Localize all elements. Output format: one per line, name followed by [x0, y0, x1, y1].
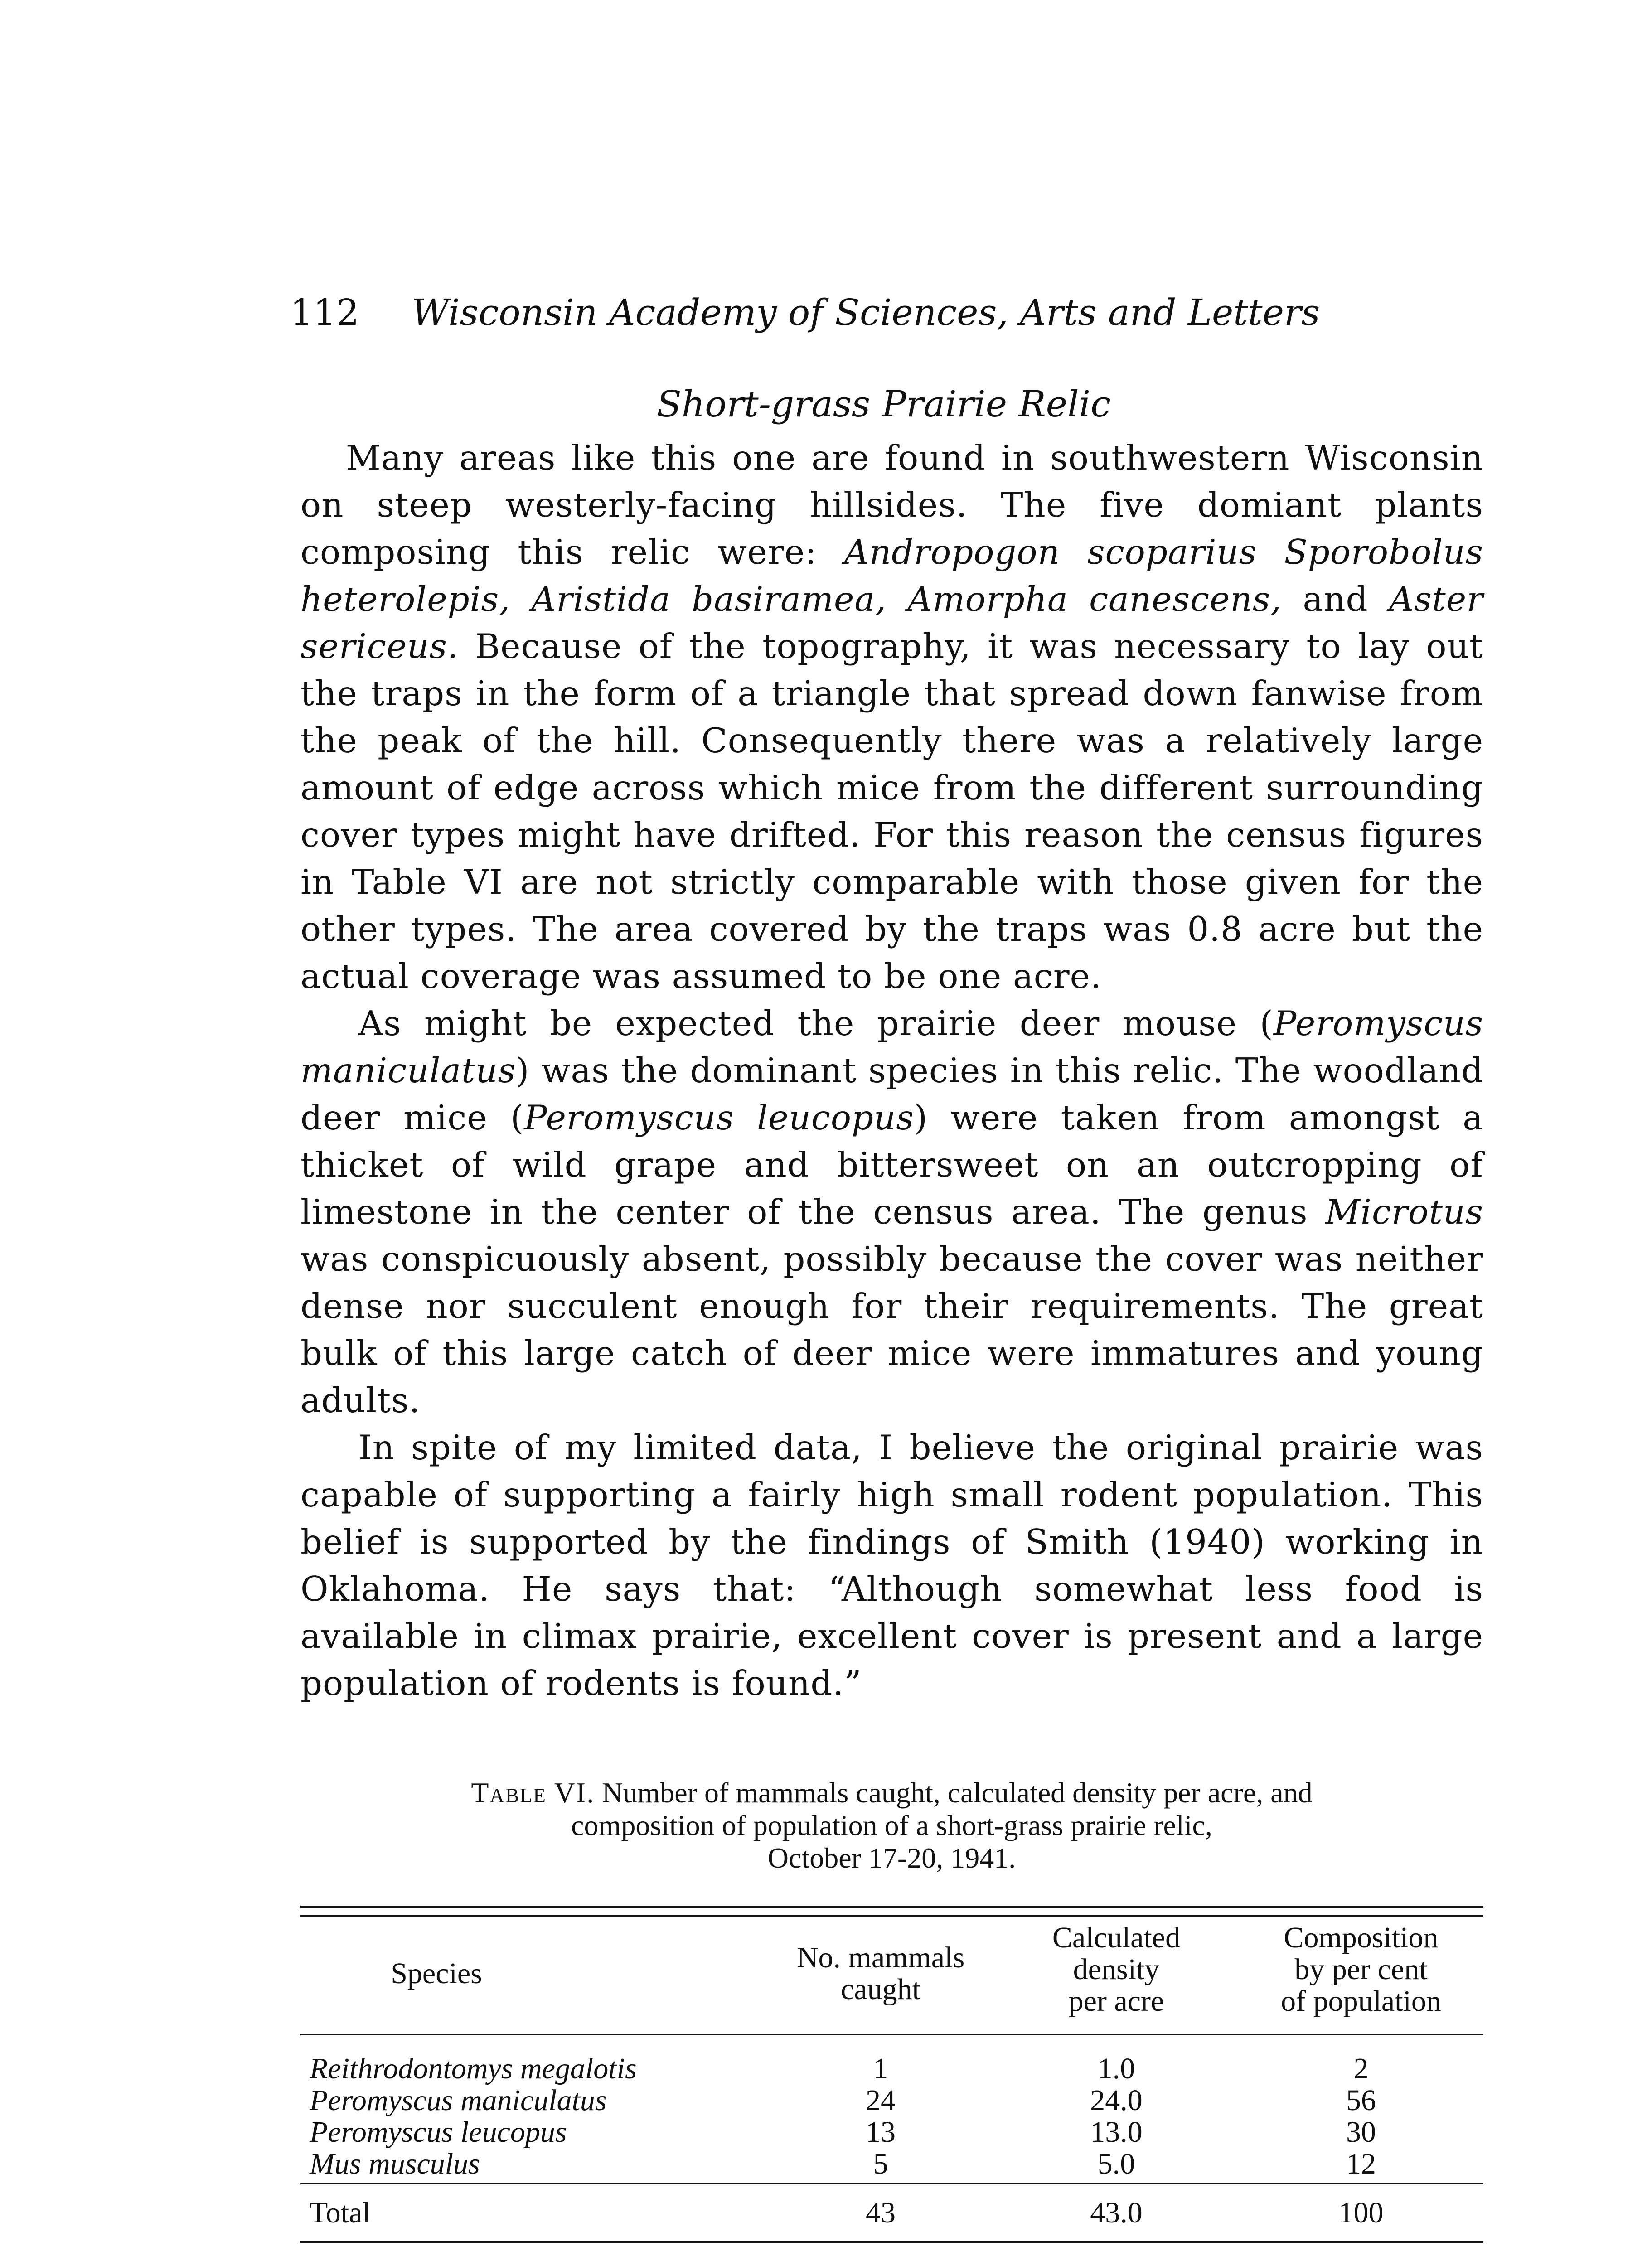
cell-composition: 100: [1338, 2196, 1384, 2229]
column-header-count: No. mammals caught: [796, 1941, 965, 2006]
cell-species: Peromyscus leucopus: [310, 2116, 567, 2149]
species-name: Andropogon scoparius Sporobolus heterolepis,: [300, 532, 1484, 619]
cell-species: Reithrodontomys megalotis: [310, 2052, 637, 2085]
cell-composition: 30: [1346, 2116, 1376, 2149]
table-total-row: [300, 2197, 1483, 2229]
species-name: Amorpha canescens,: [907, 579, 1282, 619]
table-row: [300, 2053, 1483, 2085]
paragraph-2: As might be expected the prairie deer mouse (Peromyscus maniculatus) was the dominant species in this relic. The woodland deer mice (Peromyscus leucopus) were taken from amongst a thicket of wild grape and bittersweet on an outcropping of limestone in the center of the census area. The genus Microtus was conspicuously absent, possibly because the cover was neither dense nor succulent enough for their requirements. The great bulk of this large catch of deer mice were immatures and young adults.: [300, 1003, 1483, 1420]
column-header-species: Species: [391, 1957, 482, 1990]
table-row: [300, 2085, 1483, 2116]
cell-composition: 56: [1346, 2084, 1376, 2117]
species-name: Peromyscus leucopus: [524, 1098, 914, 1138]
cell-density: 1.0: [1097, 2052, 1135, 2085]
cell-density: 24.0: [1090, 2084, 1143, 2117]
table-rule: [300, 2183, 1483, 2184]
cell-count: 13: [866, 2116, 896, 2149]
paragraph-1: Many areas like this one are found in southwestern Wisconsin on steep westerly-facing hillsides. The five domiant plants composing this relic were: Andropogon scoparius Sporobolus heterolepis, Aristida basiramea, Amorpha canescens, and Aster sericeus. Because of the topography, it was necessary to lay out the traps in the form of a triangle that spread down fanwise from the peak of the hill. Consequently there was a relatively large amount of edge across which mice from the different surrounding cover types might have drifted. For this reason the census figures in Table VI are not strictly comparable with those given for the other types. The area covered by the traps was 0.8 acre but the actual coverage was assumed to be one acre.: [300, 438, 1484, 996]
species-name: Peromyscus maniculatus: [300, 1003, 1483, 1090]
cell-composition: 12: [1346, 2147, 1376, 2180]
table-rule: [300, 1906, 1483, 1908]
body-text: [300, 434, 1483, 1707]
section-title: Short-grass Prairie Relic: [656, 383, 1111, 425]
paragraph-3: In spite of my limited data, I believe the original prairie was capable of supporting a fairly high small rodent population. This belief is supported by the findings of Smith (1940) working in Oklahoma. He says that: “Although somewhat less food is available in climax prairie, excellent cover is present and a large population of rodents is found.”: [300, 1428, 1483, 1703]
cell-density: 43.0: [1090, 2196, 1143, 2229]
cell-density: 5.0: [1097, 2147, 1135, 2180]
column-header-composition: Composition by per cent of population: [1281, 1921, 1441, 2018]
table-caption: Table VI. Number of mammals caught, calculated density per acre, and composition of population of a short-grass prairie relic, October 17-20, 1941.: [471, 1777, 1313, 1874]
cell-density: 13.0: [1090, 2116, 1143, 2149]
column-header-density: Calculated density per acre: [1052, 1921, 1181, 2018]
table-row: [300, 2116, 1483, 2148]
cell-count: 24: [866, 2084, 896, 2117]
table-rule: [300, 2241, 1483, 2243]
cell-count: 43: [866, 2196, 896, 2229]
cell-species: Peromyscus maniculatus: [310, 2084, 607, 2117]
running-header: [290, 290, 1378, 335]
species-name: Aster sericeus.: [300, 579, 1484, 666]
table-row: [300, 2148, 1483, 2180]
cell-total-label: Total: [310, 2196, 371, 2229]
cell-count: 5: [873, 2147, 888, 2180]
cell-composition: 2: [1353, 2052, 1369, 2085]
page-number: 112: [290, 291, 359, 334]
genus-name: Microtus: [1325, 1192, 1483, 1232]
table-rule: [300, 2034, 1483, 2035]
species-name: Aristida basiramea,: [531, 579, 887, 619]
cell-species: Mus musculus: [310, 2147, 480, 2180]
table-label: Table VI.: [471, 1777, 595, 1809]
cell-count: 1: [873, 2052, 888, 2085]
running-title: Wisconsin Academy of Sciences, Arts and Letters: [412, 291, 1320, 334]
table-rule: [300, 1915, 1483, 1917]
